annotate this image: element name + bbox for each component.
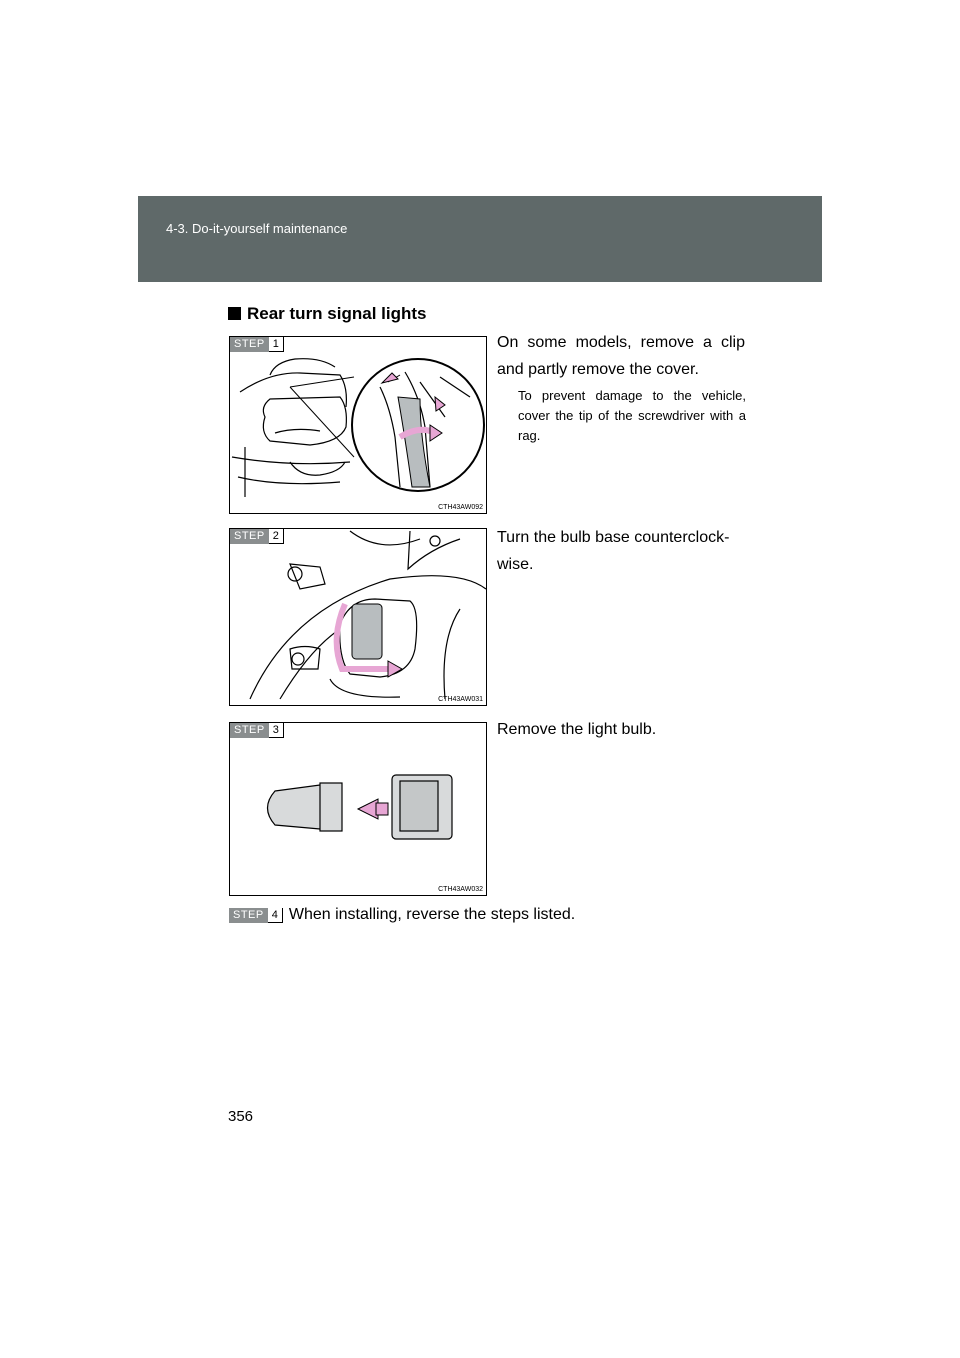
step-2-text: Turn the bulb base counterclock-wise. [497, 529, 730, 573]
step-number: 2 [269, 529, 284, 544]
step-number: 4 [268, 908, 283, 923]
step-1-badge [230, 337, 284, 352]
step-4-row [229, 906, 575, 924]
step-3-badge [230, 723, 284, 738]
section-title-text: Rear turn signal lights [247, 304, 427, 323]
step-4-text: When installing, reverse the steps listed. [288, 906, 576, 923]
step-4-badge [229, 908, 283, 923]
step-number: 1 [269, 337, 284, 352]
car-trunk-illustration [230, 337, 486, 513]
step-3-text: Remove the light bulb. [497, 721, 657, 738]
figure-step-1 [229, 336, 487, 514]
step-2-badge [230, 529, 284, 544]
figure-step-3 [229, 722, 487, 896]
step-label: STEP [230, 529, 269, 544]
bulb-removal-illustration [230, 723, 486, 895]
bulb-socket-illustration [230, 529, 486, 705]
page-number: 356 [228, 1108, 254, 1125]
figure-code: CTH43AW032 [438, 886, 483, 893]
figure-code: CTH43AW092 [438, 504, 483, 511]
figure-step-2 [229, 528, 487, 706]
step-label: STEP [229, 908, 268, 923]
figure-code: CTH43AW031 [438, 696, 483, 703]
step-label: STEP [230, 337, 269, 352]
square-bullet-icon [228, 307, 241, 320]
step-1-text: On some models, remove a clip and partly remove the cover. [497, 334, 745, 378]
step-number: 3 [269, 723, 284, 738]
section-title [228, 304, 426, 324]
step-1-note: To prevent damage to the vehicle, cover the tip of the screwdriver with a rag. [518, 388, 746, 443]
section-header: 4-3. Do-it-yourself maintenance [166, 221, 348, 236]
header-band [138, 196, 822, 282]
step-label: STEP [230, 723, 269, 738]
